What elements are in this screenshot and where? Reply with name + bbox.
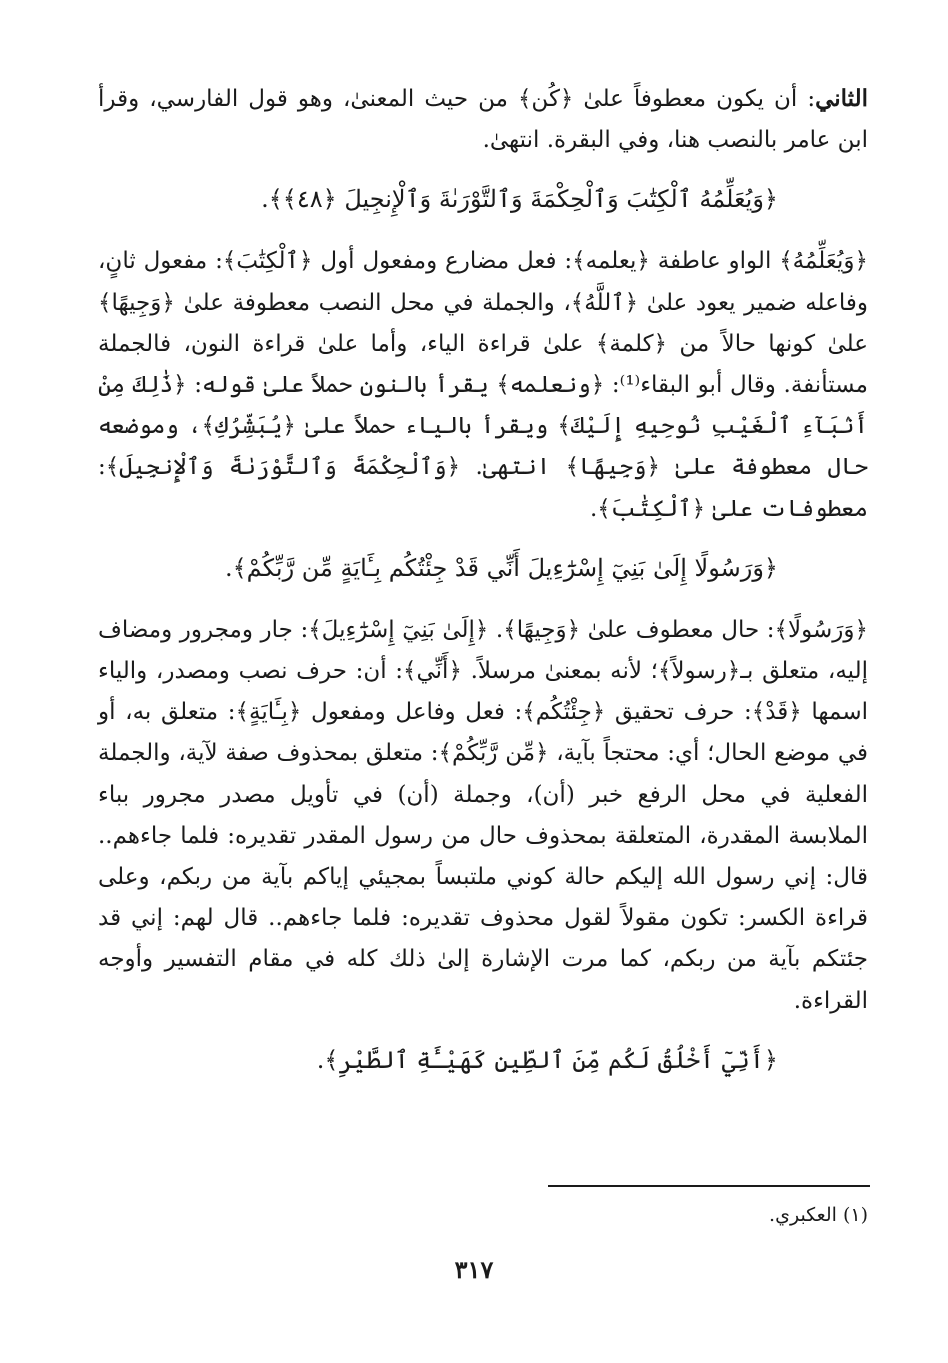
paragraph-3: ﴿وَرَسُولًا﴾: حال معطوف علىٰ ﴿وَجِيهًا﴾. ﴿إِلَىٰ بَنِيٓ إِسْرَٰٓءِيلَ﴾: جار ومجرور ومضاف إليه، متعلق بـ﴿رسولاً﴾؛ لأنه بمعنىٰ مرسلاً. ﴿أَنِّي﴾: أن: حرف نصب ومصدر، والياء اسمها ﴿قَدْ﴾: حرف تحقيق ﴿جِئْتُكُم﴾: فعل وفاعل ومفعول ﴿بِـَٔايَةٍ﴾: متعلق به، أو في موضع الحال؛ أي: محتجاً بآية، ﴿مِّن رَّبِّكُمْ﴾: متعلق بمحذوف صفة لآية، والجملة الفعلية في محل الرفع خبر (أن)، وجملة (أن) في تأويل مصدر مجرور بباء الملابسة المقدرة، المتعلقة بمحذوف حال من رسول المقدر تقديره: فلما جاءهم.. قال: إني رسول الله إليكم حالة كوني ملتبساً بمجيئي إياكم بآية من ربكم، وعلى قراءة الكسر: تكون مقولاً لقول محذوف تقديره: فلما جاءهم.. قال لهم: إني قد جئتكم بآية من ربكم، كما مرت الإشارة إلىٰ ذلك كله في مقام التفسير وأوجه القراءة. xyxy=(98,616,868,1014)
quran-verse-3: ﴿أَنِّيٓ أَخْلُقُ لَكُم مِّنَ ٱلطِّينِ كَهَيْـَٔةِ ٱلطَّيْرِ﴾. xyxy=(316,1045,778,1074)
page-number: ٣١٧ xyxy=(454,1255,494,1284)
paragraph-lead: الثاني xyxy=(815,85,868,112)
paragraph-text: : أن يكون معطوفاً علىٰ ﴿كُن﴾ من حيث المعنىٰ، وهو قول الفارسي، وقرأ ابن عامر بالنصب هنا، وفي البقرة. انتهىٰ. xyxy=(98,86,868,154)
paragraph-2: ﴿وَيُعَلِّمُهُ﴾ الواو عاطفة ﴿يعلمه﴾: فعل مضارع ومفعول أول ﴿ٱلْكِتَٰبَ﴾: مفعول ثانٍ، وفاعله ضمير يعود علىٰ ﴿ٱللَّهُ﴾، والجملة في محل النصب معطوفة علىٰ ﴿وَجِيهًا﴾ علىٰ كونها حالاً من ﴿كلمة﴾ علىٰ قراءة الياء، وأما علىٰ قراءة النون، فالجملة مستأنفة. وقال أبو البقاء⁽¹⁾: ﴿ونعلمه﴾ يقرأ بالنون حملاً علىٰ قوله: ﴿ذَٰلِكَ مِنْ أَنۢبَآءِ ٱلْغَيْبِ نُوحِيهِ إِلَيْكَ﴾ ويقرأ بالياء حملاً علىٰ ﴿يُبَشِّرُكِ﴾، وموضعه حال معطوفة علىٰ ﴿وَجِيهًا﴾ انتهىٰ. ﴿وَٱلْحِكْمَةَ وَٱلتَّوْرَىٰةَ وَٱلْإِنجِيلَ﴾: معطوفات علىٰ ﴿ٱلْكِتَٰبَ﴾. xyxy=(98,248,868,522)
page-body xyxy=(98,78,868,1080)
footnote: (١) العكبري. xyxy=(769,1204,868,1226)
quran-verse-1: ﴿وَيُعَلِّمُهُ ٱلْكِتَٰبَ وَٱلْحِكْمَةَ وَٱلتَّوْرَىٰةَ وَٱلْإِنجِيلَ ﴿٤٨﴾﴾. xyxy=(261,185,778,214)
footnote-divider xyxy=(548,1185,870,1187)
paragraph-1 xyxy=(98,78,868,161)
quran-verse-2: ﴿وَرَسُولًا إِلَىٰ بَنِيٓ إِسْرَٰٓءِيلَ أَنِّي قَدْ جِئْتُكُم بِـَٔايَةٍ مِّن رَّبِّكُمْ﴾. xyxy=(224,553,778,582)
